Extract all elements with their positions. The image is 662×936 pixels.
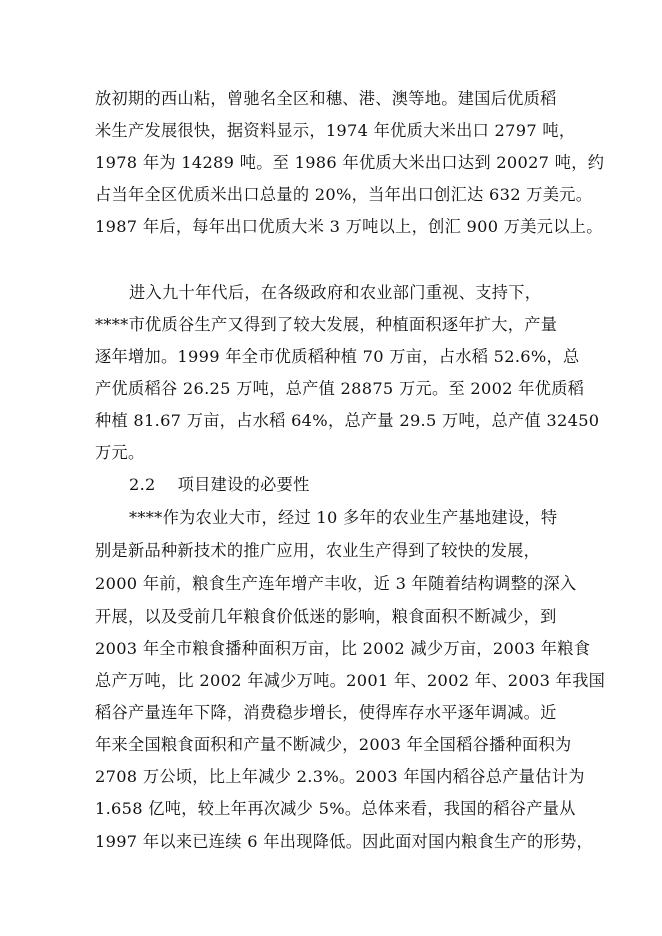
paragraph-1-line-4: 占当年全区优质米出口总量的 20%，当年出口创汇达 632 万美元。 bbox=[95, 185, 593, 204]
paragraph-2-line-4: 产优质稻谷 26.25 万吨，总产值 28875 万元。至 2002 年优质稻 bbox=[95, 379, 585, 398]
section-title: 项目建设的必要性 bbox=[177, 475, 310, 494]
paragraph-3-line-7: 稻谷产量连年下降，消费稳步增长，使得库存水平逐年调减。近 bbox=[95, 703, 557, 722]
paragraph-1-line-1: 放初期的西山粘，曾驰名全区和穗、港、澳等地。建国后优质稻 bbox=[95, 89, 557, 108]
paragraph-3-line-9: 2708 万公顷，比上年减少 2.3%。2003 年国内稻谷总产量估计为 bbox=[95, 767, 585, 786]
paragraph-3-line-8: 年来全国粮食面积和产量不断减少，2003 年全国稻谷播种面积为 bbox=[95, 735, 572, 754]
paragraph-3-line-4: 开展，以及受前几年粮食价低迷的影响，粮食面积不断减少，到 bbox=[95, 607, 557, 626]
paragraph-1-line-5: 1987 年后，每年出口优质大米 3 万吨以上，创汇 900 万美元以上。 bbox=[95, 217, 603, 236]
section-number: 2.2 bbox=[129, 475, 156, 494]
paragraph-2-line-2: ****市优质谷生产又得到了较大发展，种植面积逐年扩大，产量 bbox=[95, 315, 558, 334]
paragraph-2-line-3: 逐年增加。1999 年全市优质稻种植 70 万亩，占水稻 52.6%，总 bbox=[95, 347, 580, 366]
paragraph-3-line-2: 别是新品种新技术的推广应用，农业生产得到了较快的发展， bbox=[95, 541, 541, 560]
paragraph-3-line-10: 1.658 亿吨，较上年再次减少 5%。总体来看，我国的稻谷产量从 bbox=[95, 799, 576, 818]
paragraph-2-line-5: 种植 81.67 万亩，占水稻 64%，总产量 29.5 万吨，总产值 32450 bbox=[95, 411, 600, 430]
paragraph-3-line-5: 2003 年全市粮食播种面积万亩，比 2002 减少万亩，2003 年粮食 bbox=[95, 639, 591, 658]
paragraph-3-line-11: 1997 年以来已连续 6 年出现降低。因此面对国内粮食生产的形势， bbox=[95, 832, 594, 851]
paragraph-2-line-6: 万元。 bbox=[95, 443, 145, 462]
paragraph-3-line-1: ****作为农业大市，经过 10 多年的农业生产基地建设，特 bbox=[129, 508, 558, 527]
paragraph-3-line-6: 总产万吨，比 2002 年减少万吨。2001 年、2002 年、2003 年我国 bbox=[95, 671, 606, 690]
paragraph-1-line-3: 1978 年为 14289 吨。至 1986 年优质大米出口达到 20027 吨，约 bbox=[95, 153, 605, 172]
section-heading bbox=[129, 475, 310, 495]
paragraph-1-line-2: 米生产发展很快，据资料显示，1974 年优质大米出口 2797 吨， bbox=[95, 121, 576, 140]
paragraph-3-line-3: 2000 年前，粮食生产连年增产丰收，近 3 年随着结构调整的深入 bbox=[95, 574, 577, 593]
paragraph-2-line-1: 进入九十年代后，在各级政府和农业部门重视、支持下， bbox=[129, 283, 542, 302]
